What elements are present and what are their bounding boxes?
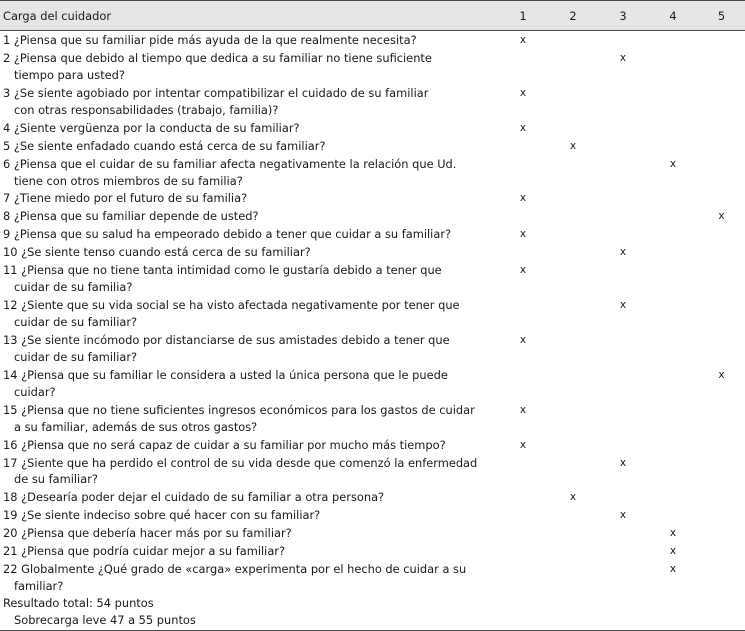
question-number: 5 xyxy=(3,138,11,153)
question-text: ¿Se siente incómodo por distanciarse de sus amistades debido a tener que xyxy=(21,333,450,348)
question-text: ¿Piensa que no tiene suficientes ingresos económicos para los gastos de cuidar xyxy=(21,402,475,417)
table-row xyxy=(0,524,745,542)
scale-cell-5 xyxy=(698,542,745,560)
answer-mark: x xyxy=(619,509,627,522)
scale-cell-1 xyxy=(498,243,548,261)
question-number: 4 xyxy=(3,120,11,135)
scale-cell-4 xyxy=(648,296,698,331)
question-number: 9 xyxy=(3,227,11,242)
scale-cell-1 xyxy=(498,506,548,524)
question-continuation: de su familiar? xyxy=(14,472,98,487)
answer-mark: x xyxy=(669,563,677,576)
question-line xyxy=(3,332,495,349)
answer-mark: x xyxy=(669,527,677,540)
scale-cell-3 xyxy=(598,225,648,243)
answer-mark: x xyxy=(519,403,527,416)
question-cell xyxy=(0,119,498,137)
scale-cell-1 xyxy=(498,296,548,331)
scale-cell-4 xyxy=(648,366,698,401)
question-continuation: familiar? xyxy=(14,579,64,594)
question-line xyxy=(3,402,495,419)
scale-cell-2 xyxy=(548,488,598,506)
scale-cell-2 xyxy=(548,560,598,595)
question-text: ¿Siente vergüenza por la conducta de su familiar? xyxy=(13,120,300,135)
scale-cell-1 xyxy=(498,225,548,243)
question-number: 13 xyxy=(3,333,18,348)
scale-cell-2 xyxy=(548,261,598,296)
question-number: 16 xyxy=(3,437,18,452)
question-text: ¿Piensa que no tiene tanta intimidad como le gustaría debido a tener que xyxy=(21,263,442,278)
scale-cell-5 xyxy=(698,137,745,155)
question-line xyxy=(3,367,495,384)
scale-cell-1 xyxy=(498,366,548,401)
question-cell xyxy=(0,436,498,454)
scale-cell-2 xyxy=(548,155,598,190)
scale-cell-5 xyxy=(698,207,745,225)
question-cell xyxy=(0,366,498,401)
scale-header-3: 3 xyxy=(598,1,648,31)
scale-cell-4 xyxy=(648,261,698,296)
scale-cell-4 xyxy=(648,31,698,50)
scale-cell-4 xyxy=(648,506,698,524)
table-row xyxy=(0,454,745,489)
answer-mark: x xyxy=(519,121,527,134)
question-line xyxy=(3,507,495,524)
scale-cell-5 xyxy=(698,189,745,207)
question-text: ¿Piensa que podría cuidar mejor a su familiar? xyxy=(21,544,286,559)
question-text: ¿Tiene miedo por el futuro de su familia? xyxy=(13,191,248,206)
table-row xyxy=(0,401,745,436)
scale-cell-4 xyxy=(648,84,698,119)
question-cell xyxy=(0,137,498,155)
question-line xyxy=(3,561,495,578)
question-cell xyxy=(0,225,498,243)
scale-cell-3 xyxy=(598,366,648,401)
table-row xyxy=(0,331,745,366)
table-row xyxy=(0,366,745,401)
question-text: ¿Piensa que no será capaz de cuidar a su familiar por mucho más tiempo? xyxy=(21,437,446,452)
answer-mark: x xyxy=(619,456,627,469)
answer-mark: x xyxy=(619,246,627,259)
scale-cell-3 xyxy=(598,488,648,506)
table-row xyxy=(0,207,745,225)
scale-cell-3 xyxy=(598,49,648,84)
question-text: ¿Piensa que su familiar depende de usted? xyxy=(13,209,259,224)
question-number: 3 xyxy=(3,85,11,100)
question-number: 8 xyxy=(3,209,11,224)
scale-cell-2 xyxy=(548,49,598,84)
scale-cell-4 xyxy=(648,488,698,506)
question-line xyxy=(3,262,495,279)
question-text: ¿Piensa que su familiar le considera a usted la única persona que le puede xyxy=(21,367,448,382)
scale-cell-5 xyxy=(698,155,745,190)
question-number: 7 xyxy=(3,191,11,206)
question-line xyxy=(3,525,495,542)
scale-cell-3 xyxy=(598,207,648,225)
scale-cell-1 xyxy=(498,488,548,506)
table-row xyxy=(0,261,745,296)
scale-cell-4 xyxy=(648,225,698,243)
question-number: 17 xyxy=(3,455,18,470)
scale-cell-2 xyxy=(548,225,598,243)
scale-cell-2 xyxy=(548,207,598,225)
answer-mark: x xyxy=(519,264,527,277)
question-cell xyxy=(0,31,498,50)
question-number: 11 xyxy=(3,263,18,278)
scale-cell-3 xyxy=(598,542,648,560)
scale-cell-2 xyxy=(548,506,598,524)
answer-mark: x xyxy=(569,491,577,504)
scale-header-4: 4 xyxy=(648,1,698,31)
scale-cell-3 xyxy=(598,119,648,137)
table-row xyxy=(0,542,745,560)
question-cell xyxy=(0,401,498,436)
scale-cell-1 xyxy=(498,401,548,436)
question-continuation: cuidar de su familiar? xyxy=(14,315,138,330)
scale-header-2: 2 xyxy=(548,1,598,31)
question-text: ¿Piensa que su salud ha empeorado debido a tener que cuidar a su familiar? xyxy=(13,227,452,242)
answer-mark: x xyxy=(519,438,527,451)
question-cell xyxy=(0,331,498,366)
scale-cell-4 xyxy=(648,401,698,436)
table-row xyxy=(0,137,745,155)
question-line xyxy=(3,489,495,506)
question-line xyxy=(3,244,495,261)
scale-cell-2 xyxy=(548,189,598,207)
scale-cell-3 xyxy=(598,137,648,155)
scale-cell-3 xyxy=(598,261,648,296)
scale-cell-3 xyxy=(598,31,648,50)
scale-cell-5 xyxy=(698,119,745,137)
scale-cell-2 xyxy=(548,366,598,401)
scale-cell-1 xyxy=(498,524,548,542)
question-text: ¿Siente que su vida social se ha visto afectada negativamente por tener que xyxy=(21,298,460,313)
scale-cell-5 xyxy=(698,524,745,542)
question-cell xyxy=(0,243,498,261)
question-text: ¿Piensa que su familiar pide más ayuda de la que realmente necesita? xyxy=(13,33,417,47)
scale-cell-4 xyxy=(648,49,698,84)
scale-cell-4 xyxy=(648,331,698,366)
question-number: 15 xyxy=(3,402,18,417)
scale-cell-4 xyxy=(648,119,698,137)
question-continuation: a su familiar, además de sus otros gastos? xyxy=(14,419,258,434)
question-cell xyxy=(0,524,498,542)
answer-mark: x xyxy=(519,334,527,347)
scale-cell-5 xyxy=(698,560,745,595)
question-number: 6 xyxy=(3,156,11,171)
question-cell xyxy=(0,155,498,190)
question-line xyxy=(3,543,495,560)
question-line xyxy=(3,32,495,49)
category-row xyxy=(0,612,745,631)
total-score: Resultado total: 54 puntos xyxy=(3,596,154,611)
scale-cell-3 xyxy=(598,524,648,542)
question-line xyxy=(3,138,495,155)
scale-cell-3 xyxy=(598,454,648,489)
scale-cell-3 xyxy=(598,189,648,207)
scale-cell-4 xyxy=(648,155,698,190)
scale-cell-3 xyxy=(598,560,648,595)
table-title: Carga del cuidador xyxy=(0,1,498,31)
answer-mark: x xyxy=(569,139,577,152)
question-line xyxy=(3,437,495,454)
scale-cell-1 xyxy=(498,119,548,137)
scale-cell-4 xyxy=(648,189,698,207)
answer-mark: x xyxy=(519,34,527,46)
scale-cell-1 xyxy=(498,560,548,595)
scale-cell-1 xyxy=(498,137,548,155)
scale-cell-4 xyxy=(648,436,698,454)
question-number: 1 xyxy=(3,33,11,47)
question-cell xyxy=(0,454,498,489)
total-row xyxy=(0,595,745,612)
scale-cell-4 xyxy=(648,207,698,225)
scale-cell-1 xyxy=(498,261,548,296)
question-text: ¿Se siente tenso cuando está cerca de su familiar? xyxy=(21,245,311,260)
scale-cell-2 xyxy=(548,524,598,542)
scale-cell-5 xyxy=(698,225,745,243)
scale-cell-2 xyxy=(548,119,598,137)
table-row xyxy=(0,49,745,84)
question-text: ¿Piensa que debería hacer más por su familiar? xyxy=(21,526,292,541)
question-number: 18 xyxy=(3,490,18,505)
scale-cell-2 xyxy=(548,436,598,454)
question-number: 19 xyxy=(3,508,18,523)
question-continuation: cuidar de su familiar? xyxy=(14,349,138,364)
scale-header-5: 5 xyxy=(698,1,745,31)
scale-cell-3 xyxy=(598,331,648,366)
question-number: 2 xyxy=(3,51,11,65)
question-text: ¿Piensa que el cuidar de su familiar afecta negativamente la relación que Ud. xyxy=(13,156,457,171)
question-number: 21 xyxy=(3,544,18,559)
scale-cell-5 xyxy=(698,331,745,366)
scale-cell-5 xyxy=(698,243,745,261)
question-text: ¿Se siente indeciso sobre qué hacer con su familiar? xyxy=(21,508,321,523)
question-continuation: cuidar de su familia? xyxy=(14,280,133,295)
question-line xyxy=(3,85,495,102)
table-header-row xyxy=(0,1,745,31)
scale-cell-1 xyxy=(498,331,548,366)
question-line xyxy=(3,50,495,67)
scale-cell-4 xyxy=(648,243,698,261)
scale-cell-1 xyxy=(498,31,548,50)
scale-cell-5 xyxy=(698,49,745,84)
scale-cell-1 xyxy=(498,84,548,119)
question-line xyxy=(3,297,495,314)
scale-cell-5 xyxy=(698,488,745,506)
question-cell xyxy=(0,49,498,84)
question-text: ¿Desearía poder dejar el cuidado de su familiar a otra persona? xyxy=(21,490,385,505)
table-row xyxy=(0,488,745,506)
question-text: Globalmente ¿Qué grado de «carga» experimenta por el hecho de cuidar a su xyxy=(21,562,467,577)
scale-cell-1 xyxy=(498,207,548,225)
scale-cell-3 xyxy=(598,84,648,119)
answer-mark: x xyxy=(519,228,527,241)
scale-cell-4 xyxy=(648,524,698,542)
table-row xyxy=(0,506,745,524)
question-text: ¿Se siente agobiado por intentar compatibilizar el cuidado de su familiar xyxy=(13,85,429,100)
question-cell xyxy=(0,84,498,119)
table-row xyxy=(0,31,745,50)
table-row xyxy=(0,155,745,190)
question-continuation: con otras responsabilidades (trabajo, familia)? xyxy=(14,102,279,117)
scale-cell-2 xyxy=(548,31,598,50)
scale-cell-4 xyxy=(648,560,698,595)
question-number: 14 xyxy=(3,367,18,382)
scale-cell-5 xyxy=(698,436,745,454)
scale-cell-4 xyxy=(648,454,698,489)
question-cell xyxy=(0,189,498,207)
question-line xyxy=(3,190,495,207)
question-text: ¿Siente que ha perdido el control de su vida desde que comenzó la enfermedad xyxy=(21,455,478,470)
scale-cell-5 xyxy=(698,366,745,401)
scale-cell-1 xyxy=(498,436,548,454)
scale-cell-5 xyxy=(698,506,745,524)
scale-cell-1 xyxy=(498,49,548,84)
scale-cell-2 xyxy=(548,401,598,436)
answer-mark: x xyxy=(519,192,527,205)
scale-cell-2 xyxy=(548,137,598,155)
question-continuation: tiempo para usted? xyxy=(14,67,125,82)
table-row xyxy=(0,243,745,261)
question-cell xyxy=(0,207,498,225)
question-continuation: cuidar? xyxy=(14,384,56,399)
scale-cell-3 xyxy=(598,436,648,454)
scale-cell-3 xyxy=(598,506,648,524)
answer-mark: x xyxy=(669,545,677,558)
scale-cell-3 xyxy=(598,243,648,261)
question-cell xyxy=(0,542,498,560)
table-row xyxy=(0,436,745,454)
question-cell xyxy=(0,261,498,296)
scale-cell-2 xyxy=(548,84,598,119)
burden-category: Sobrecarga leve 47 a 55 puntos xyxy=(14,612,196,627)
scale-cell-4 xyxy=(648,137,698,155)
scale-cell-3 xyxy=(598,401,648,436)
scale-cell-5 xyxy=(698,454,745,489)
question-continuation: tiene con otros miembros de su familia? xyxy=(14,173,243,188)
table-row xyxy=(0,84,745,119)
scale-cell-5 xyxy=(698,84,745,119)
question-cell xyxy=(0,560,498,595)
question-cell xyxy=(0,488,498,506)
scale-header-1: 1 xyxy=(498,1,548,31)
scale-cell-2 xyxy=(548,542,598,560)
question-line xyxy=(3,208,495,225)
scale-cell-2 xyxy=(548,454,598,489)
scale-cell-2 xyxy=(548,296,598,331)
answer-mark: x xyxy=(669,157,677,170)
table-row xyxy=(0,189,745,207)
table-row xyxy=(0,225,745,243)
answer-mark: x xyxy=(619,52,627,64)
scale-cell-5 xyxy=(698,31,745,50)
question-number: 22 xyxy=(3,562,18,577)
question-line xyxy=(3,226,495,243)
question-cell xyxy=(0,296,498,331)
scale-cell-1 xyxy=(498,155,548,190)
question-number: 10 xyxy=(3,245,18,260)
table-row xyxy=(0,119,745,137)
scale-cell-1 xyxy=(498,454,548,489)
answer-mark: x xyxy=(718,210,725,223)
question-text: ¿Piensa que debido al tiempo que dedica a su familiar no tiene suficiente xyxy=(13,51,432,65)
answer-mark: x xyxy=(718,368,725,381)
answer-mark: x xyxy=(519,86,527,99)
scale-cell-4 xyxy=(648,542,698,560)
question-line xyxy=(3,156,495,173)
question-cell xyxy=(0,506,498,524)
question-text: ¿Se siente enfadado cuando está cerca de su familiar? xyxy=(13,138,326,153)
table-row xyxy=(0,296,745,331)
scale-cell-3 xyxy=(598,296,648,331)
answer-mark: x xyxy=(619,299,627,312)
scale-cell-1 xyxy=(498,189,548,207)
scale-cell-3 xyxy=(598,155,648,190)
scale-cell-5 xyxy=(698,401,745,436)
scale-cell-2 xyxy=(548,243,598,261)
scale-cell-2 xyxy=(548,331,598,366)
question-line xyxy=(3,455,495,472)
scale-cell-1 xyxy=(498,542,548,560)
question-line xyxy=(3,120,495,137)
scale-cell-5 xyxy=(698,296,745,331)
scale-cell-5 xyxy=(698,261,745,296)
question-number: 12 xyxy=(3,298,18,313)
table-row xyxy=(0,560,745,595)
question-number: 20 xyxy=(3,526,18,541)
